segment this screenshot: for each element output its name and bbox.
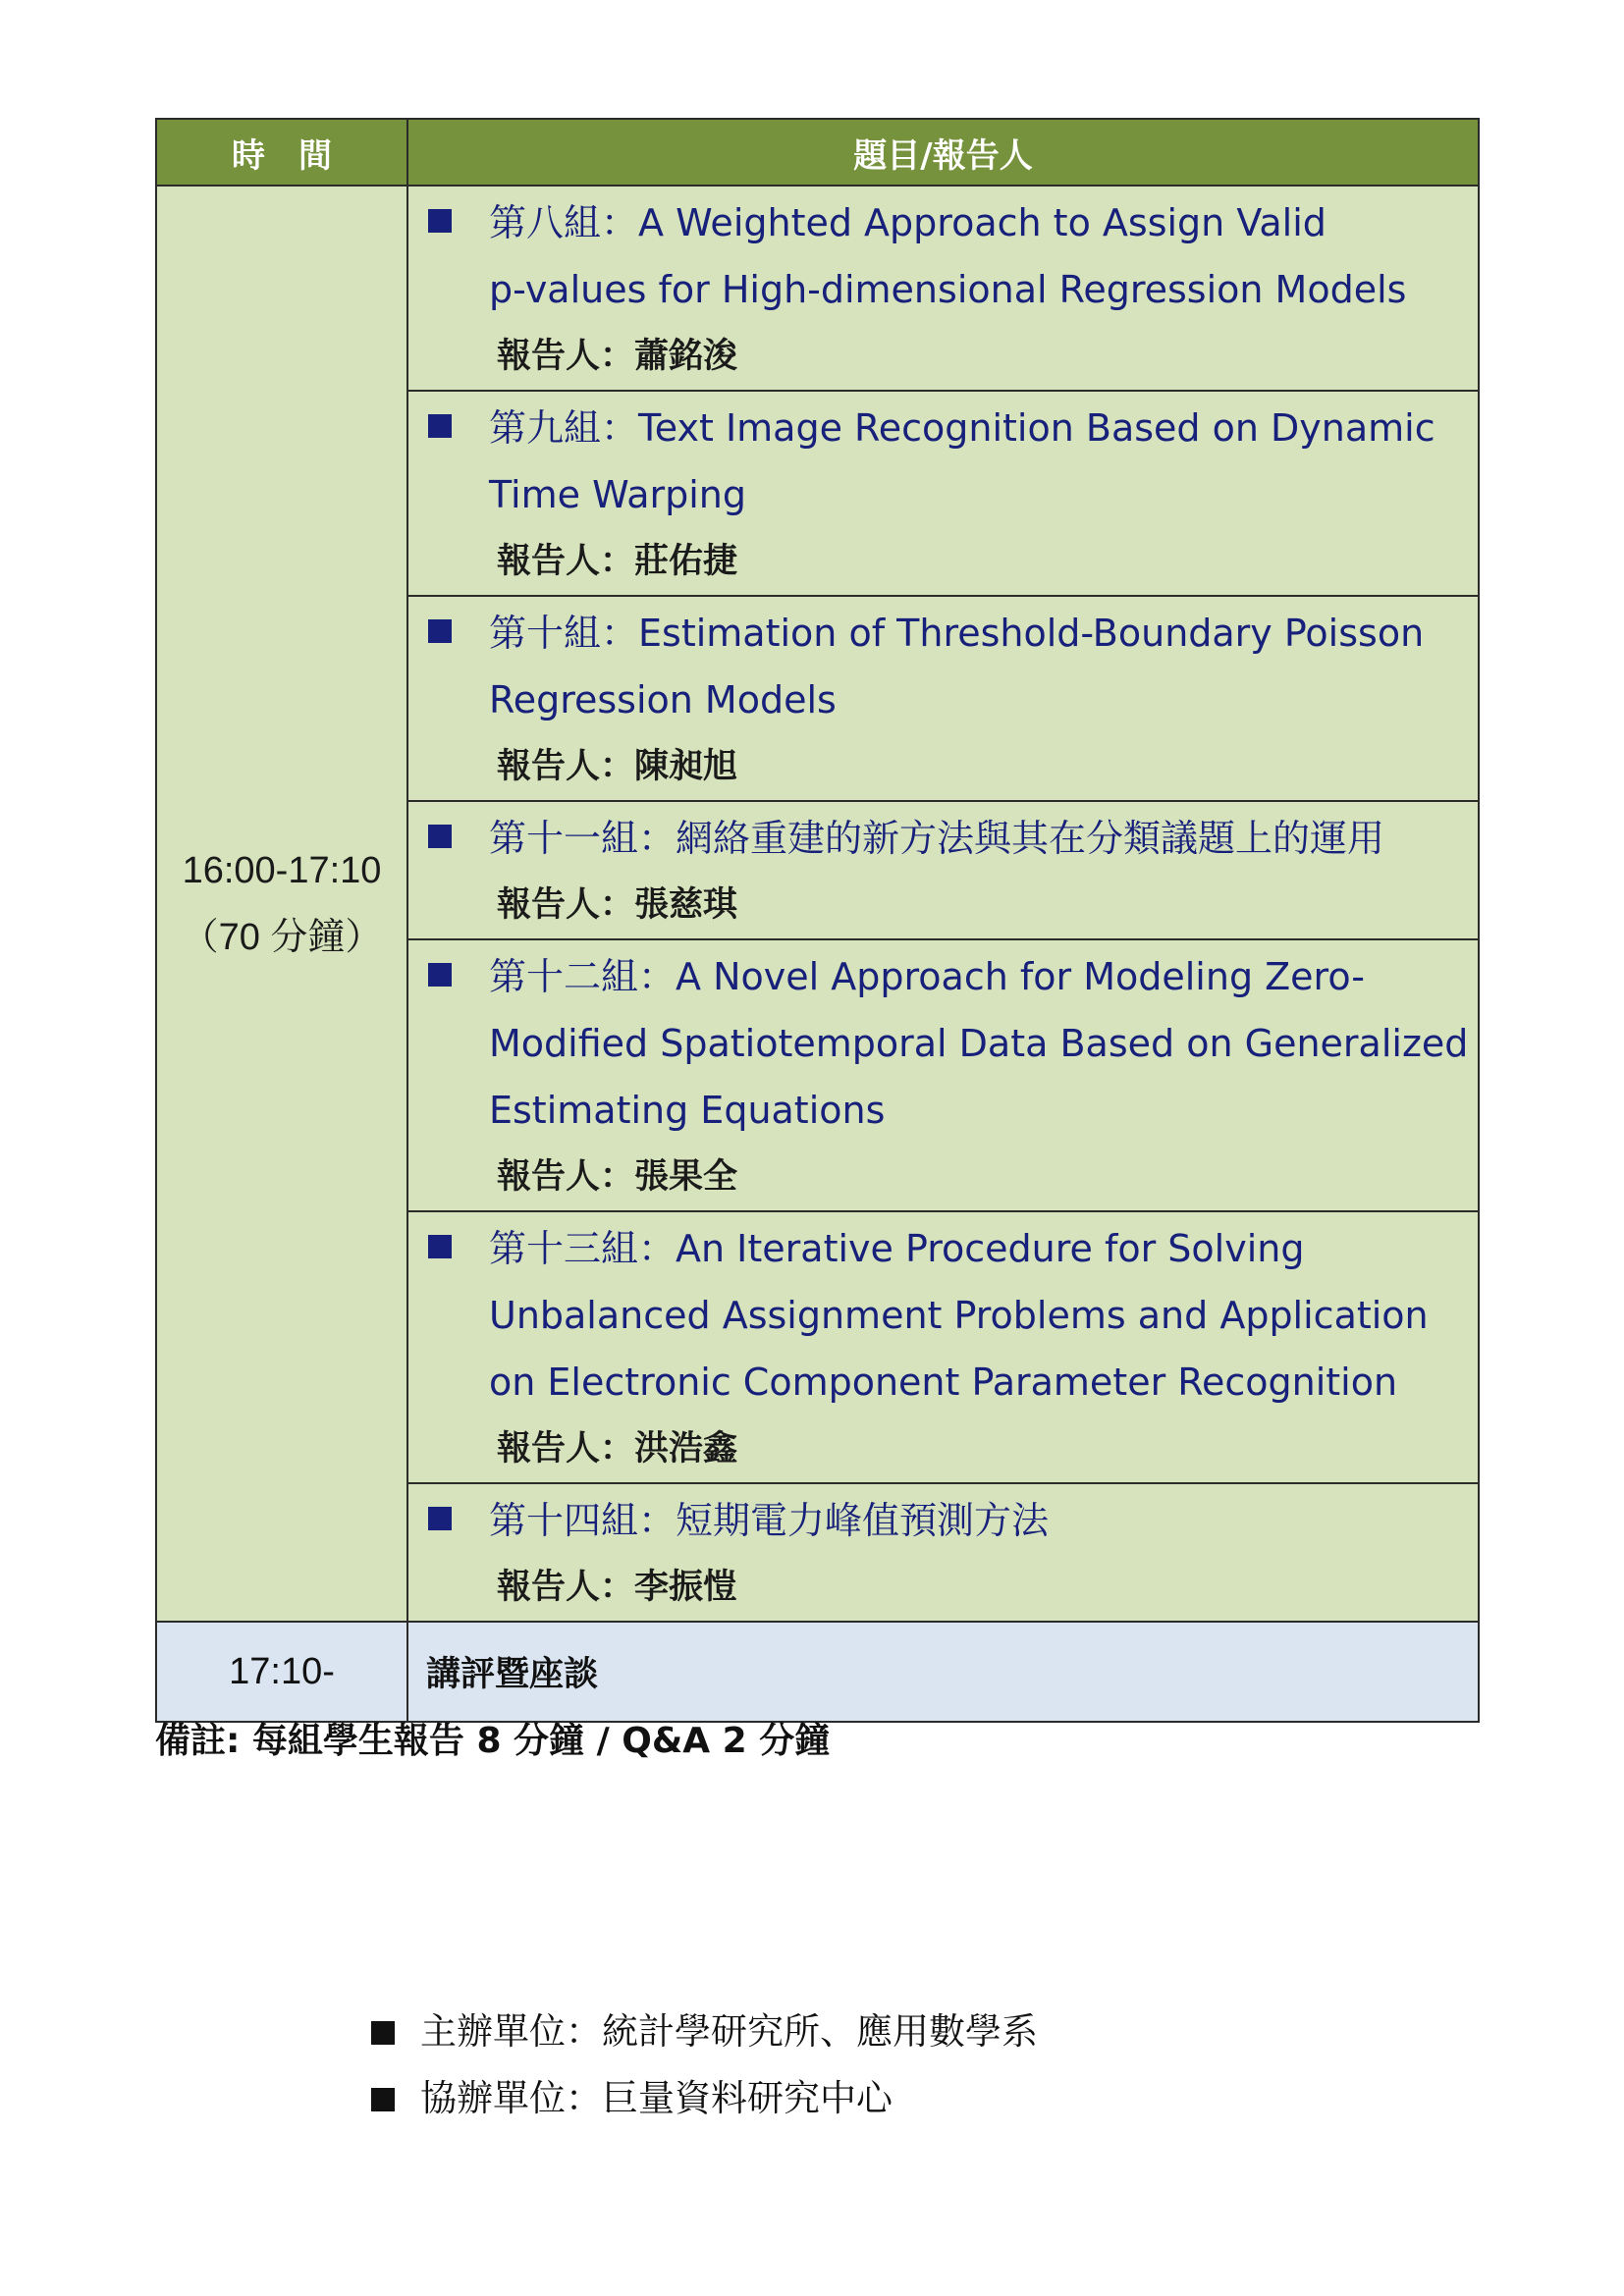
talk-cell — [407, 391, 1479, 596]
session-time: 16:00-17:10 — [182, 849, 382, 891]
group-label: 第十四組： — [489, 1499, 677, 1542]
talk-title-line: on Electronic Component Parameter Recognition — [489, 1361, 1398, 1404]
closing-row — [156, 1622, 1479, 1722]
square-bullet-icon — [371, 2088, 395, 2111]
talk-cell — [407, 186, 1479, 391]
schedule-note: 備註: 每組學生報告 8 分鐘 / Q&A 2 分鐘 — [155, 1721, 831, 1761]
co-organizer-label: 協辦單位：巨量資料研究中心 — [420, 2077, 893, 2119]
talk-title-line: Estimating Equations — [489, 1089, 886, 1132]
talk-cell — [407, 1483, 1479, 1622]
talk-title-line: Regression Models — [489, 678, 837, 721]
talk-item — [408, 1484, 1478, 1621]
square-bullet-icon — [428, 619, 452, 643]
organizers-list — [371, 1999, 1038, 2132]
square-bullet-icon — [428, 414, 452, 438]
session-duration: （70 分鐘） — [181, 916, 383, 958]
time-column-header: 時 間 — [156, 119, 407, 186]
square-bullet-icon — [428, 1507, 452, 1530]
session-time-cell — [156, 186, 407, 1622]
talk-cell — [407, 1211, 1479, 1483]
closing-label: 講評暨座談 — [407, 1622, 1479, 1722]
table-header-row — [156, 119, 1479, 186]
reporter: 報告人：李振愷 — [497, 1568, 738, 1607]
closing-time: 17:10- — [156, 1622, 407, 1722]
talk-title-line: 網絡重建的新方法與其在分類議題上的運用 — [676, 817, 1385, 860]
organizer-label: 主辦單位：統計學研究所、應用數學系 — [420, 2010, 1038, 2053]
square-bullet-icon — [428, 963, 452, 987]
reporter: 報告人：莊佑捷 — [497, 542, 738, 581]
group-label: 第十組： — [489, 612, 639, 655]
list-item — [371, 1999, 1038, 2065]
group-label: 第九組： — [489, 406, 639, 450]
talk-item — [408, 187, 1478, 390]
talk-title-line: Unbalanced Assignment Problems and Application — [489, 1294, 1429, 1337]
talk-cell — [407, 801, 1479, 939]
talk-cell — [407, 596, 1479, 801]
talk-title-line: Modified Spatiotemporal Data Based on Generalized — [489, 1022, 1469, 1065]
reporter: 報告人：張果全 — [497, 1157, 738, 1197]
talk-title-line: Text Image Recognition Based on Dynamic — [638, 406, 1435, 450]
table-row — [156, 186, 1479, 391]
group-label: 第十二組： — [489, 955, 677, 998]
talk-item — [408, 1212, 1478, 1482]
talk-title-line: p-values for High-dimensional Regression Models — [489, 268, 1407, 311]
talk-title-line: An Iterative Procedure for Solving — [676, 1227, 1305, 1270]
square-bullet-icon — [371, 2021, 395, 2045]
talk-title-line: 短期電力峰值預測方法 — [676, 1499, 1050, 1542]
group-label: 第十一組： — [489, 817, 677, 860]
reporter: 報告人：洪浩鑫 — [497, 1429, 738, 1468]
schedule-table — [155, 118, 1480, 1723]
list-item — [371, 2065, 1038, 2132]
reporter: 報告人：陳昶旭 — [497, 747, 738, 786]
square-bullet-icon — [428, 825, 452, 848]
reporter: 報告人：蕭銘浚 — [497, 337, 738, 376]
talk-title-line: Time Warping — [489, 473, 747, 516]
talk-item — [408, 940, 1478, 1210]
talk-title-line: A Novel Approach for Modeling Zero- — [676, 955, 1366, 998]
topic-column-header: 題目/報告人 — [407, 119, 1479, 186]
talk-cell — [407, 939, 1479, 1211]
group-label: 第十三組： — [489, 1227, 677, 1270]
square-bullet-icon — [428, 1235, 452, 1258]
talk-item — [408, 392, 1478, 595]
talk-item — [408, 597, 1478, 800]
square-bullet-icon — [428, 209, 452, 233]
talk-title-line: A Weighted Approach to Assign Valid — [638, 201, 1326, 244]
talk-item — [408, 802, 1478, 938]
talk-title-line: Estimation of Threshold-Boundary Poisson — [638, 612, 1425, 655]
reporter: 報告人：張慈琪 — [497, 885, 738, 925]
group-label: 第八組： — [489, 201, 639, 244]
